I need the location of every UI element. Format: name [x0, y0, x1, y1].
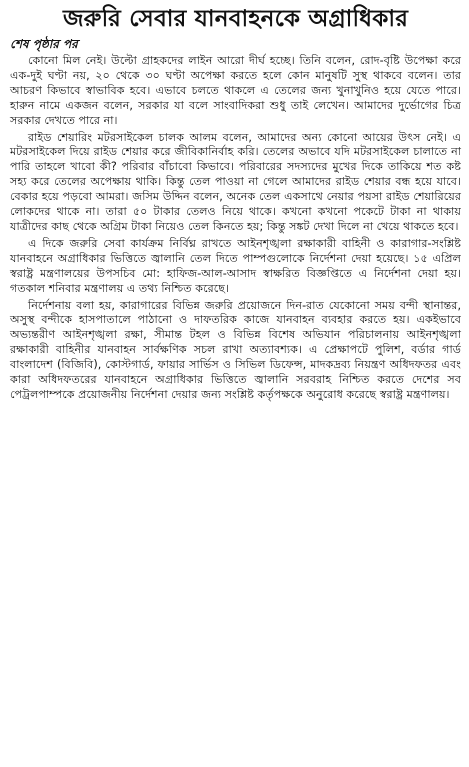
continued-from-label: শেষ পৃষ্ঠার পর	[10, 37, 78, 51]
article-headline: জরুরি সেবার যানবাহনকে অগ্রাধিকার	[62, 6, 409, 32]
article-body	[10, 54, 461, 403]
article-paragraph: কোনো মিল নেই। উল্টো গ্রাহকদের লাইন আরো দীর্ঘ হচ্ছে। তিনি বলেন, রোদ-বৃষ্টি উপেক্ষা করে এক-দুই ঘণ্টা নয়, ২০ থেকে ৩০ ঘণ্টা অপেক্ষা করতে হলে কোন মানুষটি সুস্থ থাকবে বলেন। তার আচরণ কিভাবে স্বাভাবিক হবে। এভাবে চলতে থাকলে এ তেলের জন্য খুনাখুনিও হয়ে যেতে পারে। হারুন নামে একজন বলেন, সরকার যা বলে সাংবাদিকরা শুধু তাই লেখেন। আমাদের দুর্ভোগের চিত্র সরকার দেখতে পারে না।	[10, 54, 461, 127]
article-paragraph: নির্দেশনায় বলা হয়, কারাগারের বিভিন্ন জরুরি প্রয়োজনে দিন-রাত যেকোনো সময় বন্দী স্থানান্তর, অসুস্থ বন্দীকে হাসপাতালে পাঠানো ও দাফতরিক কাজে যানবাহন ব্যবহার করতে হয়। একইভাবে অভ্যন্তরীণ আইনশৃঙ্খলা রক্ষা, সীমান্ত টহল ও বিভিন্ন বিশেষ অভিযান পরিচালনায় আইনশৃঙ্খলা রক্ষাকারী বাহিনীর যানবাহন সার্বক্ষণিক সচল রাখা অত্যাবশ্যক। এ প্রেক্ষাপটে পুলিশ, বর্ডার গার্ড বাংলাদেশ (বিজিবি), কোস্টগার্ড, ফায়ার সার্ভিস ও সিভিল ডিফেন্স, মাদকদ্রব্য নিয়ন্ত্রণ অধিদফতর এবং কারা অধিদফতরের যানবাহনে অগ্রাধিকার ভিত্তিতে জ্বালানি সরবরাহ নিশ্চিত করতে দেশের সব পেট্রলপাম্পকে প্রয়োজনীয় নির্দেশনা দেয়ার জন্য সংশ্লিষ্ট কর্তৃপক্ষকে অনুরোধ করেছে স্বরাষ্ট্র মন্ত্রণালয়।	[10, 298, 461, 401]
article-paragraph: রাইড শেয়ারিং মটরসাইকেল চালক আলম বলেন, আমাদের অন্য কোনো আয়ের উৎস নেই। এ মটরসাইকেল দিয়ে রাইড শেয়ার করে জীবিকানির্বাহ করি। তেলের অভাবে যদি মটরসাইকেল চালাতে না পারি তাহলে খাবো কী? পরিবার বাঁচাবো কিভাবে। পরিবারের সদস্যদের মুখের দিকে তাকিয়ে শত কষ্ট সহ্য করে তেলের অপেক্ষায় থাকি। কিন্তু তেল পাওয়া না গেলে আমাদের রাইড শেয়ার বন্ধ হয়ে যাবে। বেকার হয়ে পড়বো আমরা। জসিম উদ্দিন বলেন, অনেক তেল একসাথে নেয়ার পয়সা রাইড শেয়ারিয়ের লোকদের থাকে না। তারা ৫০ টাকার তেলও নিয়ে থাকে। কখনো কখনো পকেটে টাকা না থাকায় যাত্রীদের কাছ থেকে অগ্রিম টাকা নিয়েও তেল কিনতে হয়; কিন্তু সঙ্কট দেখা দিলে না খেয়ে থাকতে হবে।	[10, 130, 461, 233]
article-paragraph: এ দিকে জরুরি সেবা কার্যক্রম নির্বিঘ্ন রাখতে আইনশৃঙ্খলা রক্ষাকারী বাহিনী ও কারাগার-সংশ্লিষ্ট যানবাহনে অগ্রাধিকার ভিত্তিতে জ্বালানি তেল দিতে পাম্পগুলোকে নির্দেশনা দেয়া হয়েছে। ১৫ এপ্রিল স্বরাষ্ট্র মন্ত্রণালয়ের উপসচিব মো: হাফিজ-আল-আসাদ স্বাক্ষরিত বিজ্ঞপ্তিতে এ নির্দেশনা দেয়া হয়। গতকাল শনিবার মন্ত্রণালয় এ তথ্য নিশ্চিত করেছে।	[10, 236, 461, 295]
